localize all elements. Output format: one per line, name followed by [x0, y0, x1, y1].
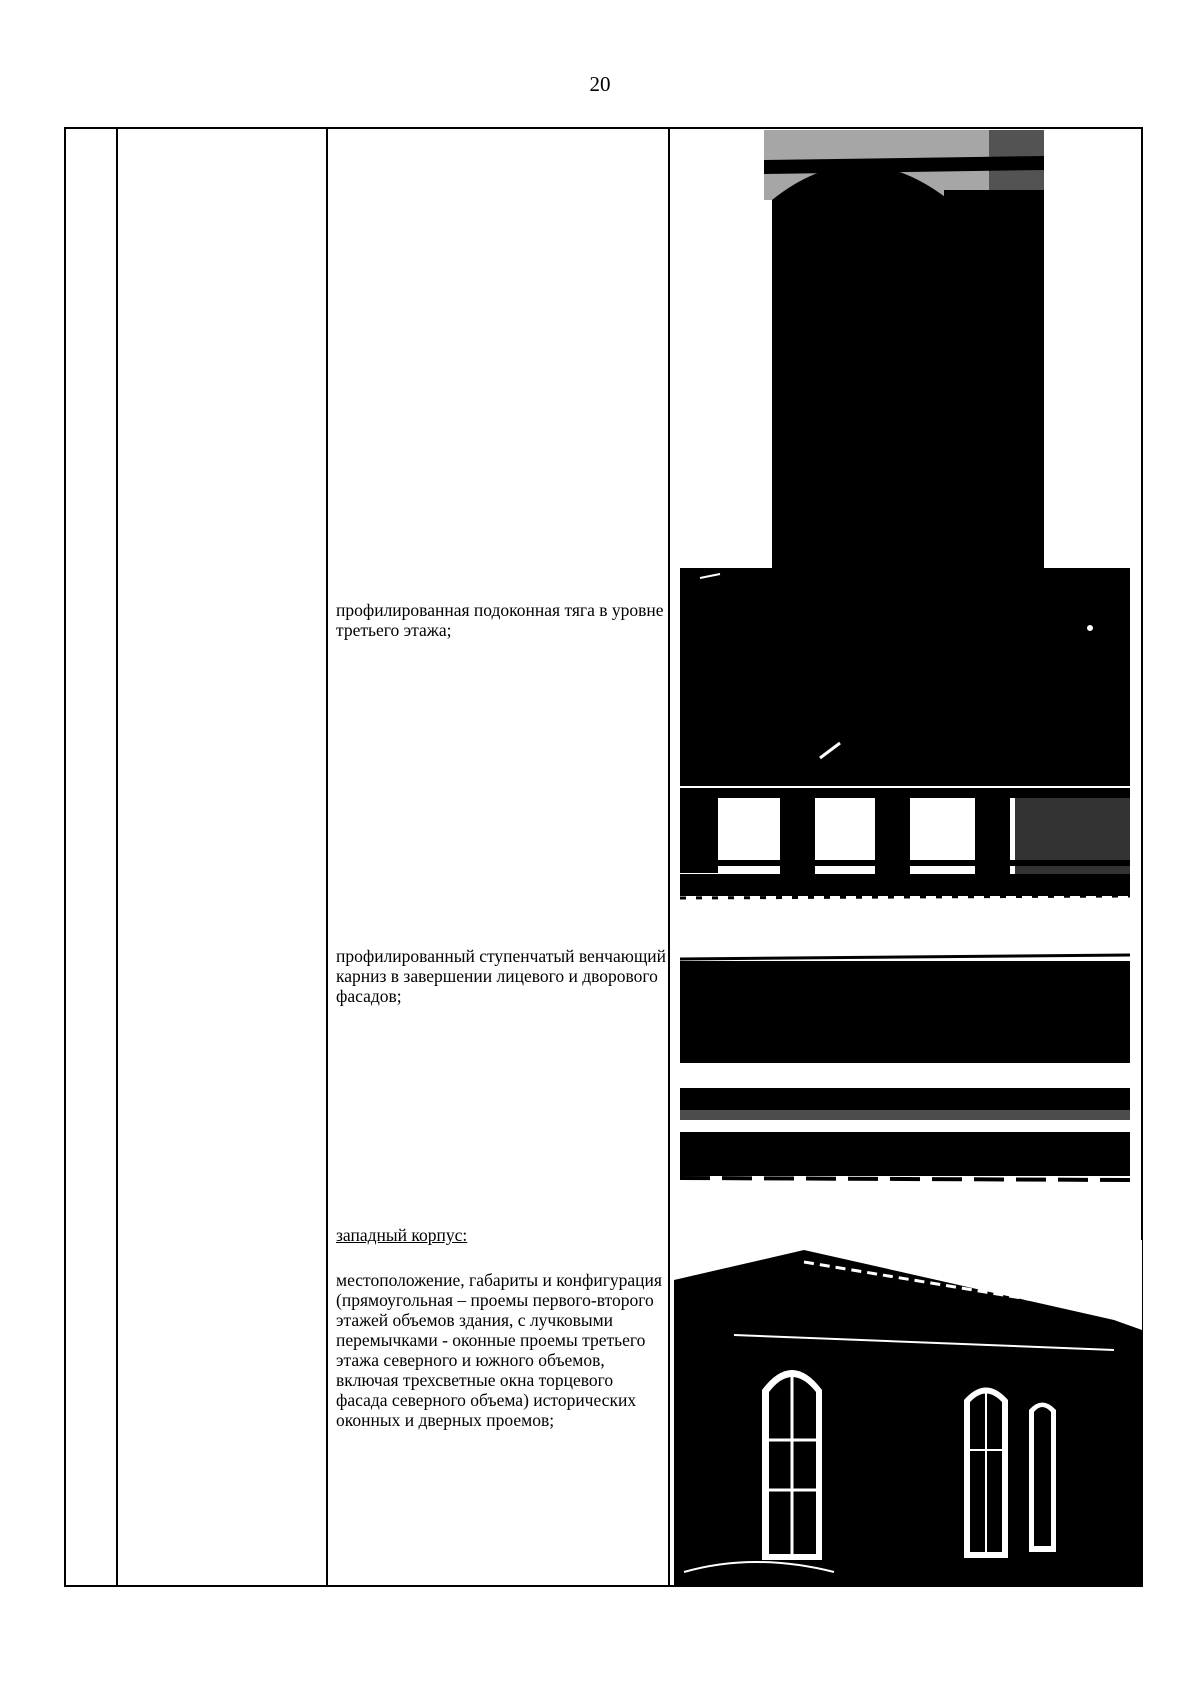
table-top-border: [64, 127, 1143, 129]
sill-band-description: профилированная подоконная тяга в уровне третьего этажа;: [336, 600, 664, 640]
page-number: 20: [589, 72, 611, 96]
table-left-border: [64, 127, 66, 1587]
cornice-photo-upper: [680, 953, 1130, 1063]
west-wing-heading: западный корпус:: [336, 1225, 468, 1245]
cornice-photo-lower: [680, 1088, 1130, 1198]
west-wing-description: местоположение, габариты и конфигурация (прямоугольная – проемы первого-второго этажей объемов здания, с лучковыми перемычками - оконные проемы третьего этажа северного и южного объемов, включая трехсветные окна торцевого фасада северного объема) исторических оконных и дверных проемов;: [336, 1270, 662, 1430]
sill-band-photo-lower: [680, 788, 1130, 908]
column-divider-1: [116, 127, 118, 1587]
arched-window-photo: [764, 130, 1044, 570]
west-wing-building-photo: [674, 1240, 1142, 1586]
column-divider-2: [326, 127, 328, 1587]
cornice-description: профилированный ступенчатый венчающий карниз в завершении лицевого и дворового фасадов;: [336, 946, 667, 1006]
sill-band-photo-upper: [680, 568, 1130, 786]
column-divider-3: [668, 127, 670, 1587]
